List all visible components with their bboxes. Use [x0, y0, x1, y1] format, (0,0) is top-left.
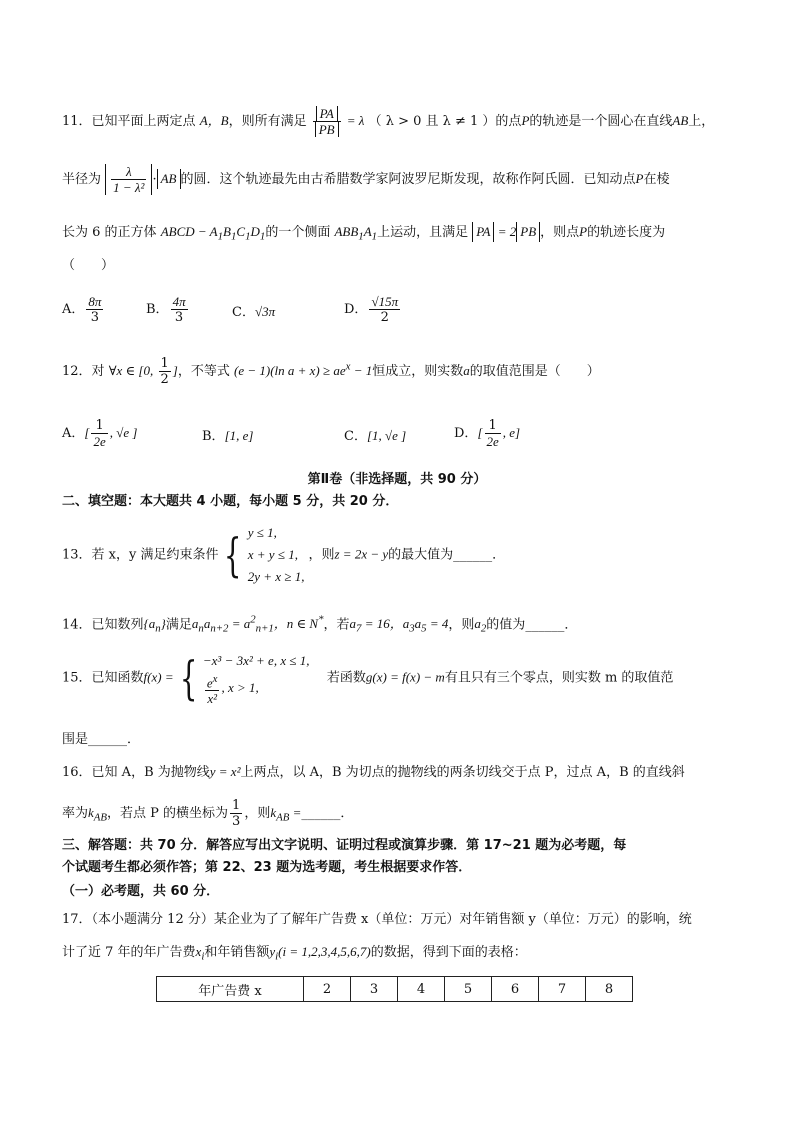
table-header-cell: 年广告费 x — [157, 977, 304, 1002]
table-cell: 4 — [398, 977, 445, 1002]
q11-P: P — [521, 113, 530, 128]
q17-l2a: 计了近 7 年的年广告费 — [62, 945, 196, 960]
q16-d: ，若点 P 的横坐标为 — [107, 806, 229, 821]
q11-points: A，B — [199, 113, 229, 128]
q13-b: ，则 — [308, 547, 335, 563]
q11-condition: （ λ > 0 且 λ ≠ 1 ）的点 — [368, 114, 522, 129]
q15-line: 15．已知函数f(x) = { −x³ − 3x² + e, x ≤ 1, $\frac{e^x}{\text{x²}}$ , x > 1, 若函数g(x) = f(x) − m有且只有三个零点，则实数 m 的取值范 — [62, 651, 674, 707]
q11-text: 11．已知平面上两定点 — [62, 114, 196, 129]
q16-b: 上两点，以 A，B 为切点的抛物线的两条切线交于点 P，过点 A，B 的直线斜 — [240, 765, 685, 780]
q11-option-d: D． $\frac{√15\pi}{2}$ — [344, 294, 399, 325]
q11-text-c: 的轨迹是一个圆心在直线 — [529, 114, 673, 129]
q17-l2c: 的数据，得到下面的表格： — [370, 945, 527, 960]
section2-heading: 二、填空题：本大题共 4 小题，每小题 5 分，共 20 分． — [62, 494, 399, 509]
q11-l3a: 长为 6 的正方体 — [62, 225, 157, 240]
q17-line1: 17．（本小题满分 12 分）某企业为了了解年广告费 x（单位：万元）对年销售额 y（单位：万元）的影响，统 — [62, 912, 692, 927]
q13-a: 13．若 x，y 满足约束条件 — [62, 547, 219, 563]
q12-c: 恒成立，则实数 — [372, 364, 464, 379]
q12-option-a: A．[ $\frac{1}{2e}$ , √e ] — [62, 418, 138, 449]
q11-l2a: 半径为 — [62, 172, 102, 187]
q16-line2: 率为$k_{AB}$，若点 P 的横坐标为 $\frac{1}{3}$ ，则$k_{AB}$ =______． — [62, 798, 354, 829]
q14-e: 的值为 — [486, 617, 526, 633]
q14-a: 14．已知数列 — [62, 617, 144, 633]
section2-title: 第Ⅱ卷（非选择题，共 90 分） — [307, 472, 487, 487]
q16-line1: 16．已知 A，B 为抛物线y = x²上两点，以 A，B 为切点的抛物线的两条切线交于点 P，过点 A，B 的直线斜 — [62, 764, 685, 780]
q12-option-c: C．[1, √e ] — [344, 428, 407, 444]
q15-d: 围是 — [62, 732, 89, 747]
q14-blank: ______． — [525, 617, 578, 633]
q11-line1 — [62, 106, 714, 137]
table-cell: 6 — [492, 977, 539, 1002]
q14-line: 14．已知数列$\{a_n\}$满足$a_na_{n+2} = a^2_{n+1}$，n ∈ N*，若$a_7 = 16$，$a_3a_5 = 4$，则$a_2$的值为______． — [62, 614, 578, 635]
q15-b: 若函数 — [326, 670, 366, 686]
q13-line: 13．若 x，y 满足约束条件 { y ≤ 1, x + y ≤ 1, 2y + x ≥ 1, ，则z = 2x − y的最大值为______． — [62, 525, 506, 584]
q11-l3b: 的一个侧面 — [265, 225, 331, 240]
q11-l3e: 的轨迹长度为 — [587, 225, 666, 240]
ad-cost-table — [156, 976, 633, 1002]
q15-blank: ______． — [88, 732, 141, 747]
q11-eq: = λ — [346, 113, 365, 128]
q13-blank: ______． — [453, 547, 506, 563]
table-cell: 8 — [586, 977, 633, 1002]
q17-l2b: 和年销售额 — [204, 945, 270, 960]
q15-line2 — [62, 730, 140, 750]
ratio-fraction: $\frac{PA}{PB}$ — [313, 106, 341, 137]
table-cell: 2 — [304, 977, 351, 1002]
section3-sub: （一）必考题，共 60 分． — [62, 884, 220, 899]
q12-b: ，不等式 — [177, 364, 230, 379]
q11-line2: 半径为 $\frac{\lambda}{\text{1 − λ²}}$ · AB 的圆．这个轨迹最先由古希腊数学家阿波罗尼斯发现，故称作阿氏圆．已知动点P在棱 — [62, 164, 670, 195]
table-cell: 5 — [445, 977, 492, 1002]
q11-l2b: 的圆．这个轨迹最先由古希腊数学家阿波罗尼斯发现，故称作阿氏圆．已知动点 — [180, 172, 636, 187]
q11-text-b: ，则所有满足 — [228, 114, 307, 129]
cube-name: ABCD − $A_1B_1C_1D_1$ — [160, 224, 266, 243]
q14-c: ，若 — [323, 617, 350, 633]
q12-d: 的取值范围是（ ） — [469, 364, 600, 379]
q11-option-a: A． $\frac{8\pi}{3}$ — [62, 294, 102, 325]
section3-heading-1: 三、解答题：共 70 分．解答应写出文字说明、证明过程或演算步骤．第 17~21 题为必考题，每 — [62, 838, 627, 853]
q11-option-b: B． $\frac{4\pi}{3}$ — [146, 294, 186, 325]
q12-a: 12．对 — [62, 364, 105, 379]
q12-line: 12．对 ∀x ∈ [0, $\frac{1}{2}$ ]，不等式 (e − 1)(ln $a + x) \ge ae^x - 1$恒成立，则实数a的取值范围是（ ） — [62, 356, 600, 387]
q15-c: 有且只有三个零点，则实数 m 的取值范 — [444, 670, 674, 686]
section3-heading-2: 个试题考生都必须作答；第 22、23 题为选考题，考生根据要求作答． — [62, 860, 472, 875]
q11-l2c: 在棱 — [643, 172, 670, 187]
table-cell: 3 — [351, 977, 398, 1002]
q16-a: 16．已知 A，B 为抛物线 — [62, 765, 210, 780]
q11-l3c: 上运动，且满足 — [377, 225, 469, 240]
q16-blank: ______． — [301, 806, 354, 821]
q14-b: 满足 — [165, 617, 192, 633]
q11-AB: AB — [672, 113, 689, 128]
table-row — [157, 977, 633, 1002]
q17-line2: 计了近 7 年的年广告费$x_i$和年销售额$y_i(i = 1,2,3,4,5,6,7)$的数据，得到下面的表格： — [62, 944, 527, 963]
q13-c: 的最大值为 — [388, 547, 454, 563]
q11-l3d: ，则点 — [540, 225, 580, 240]
q12-option-d: D．[ $\frac{1}{2e}$ , e] — [454, 418, 521, 449]
table-cell: 7 — [539, 977, 586, 1002]
radius-fraction: $\frac{\lambda}{\text{1 − λ²}}$ — [113, 164, 145, 195]
q16-c: 率为 — [62, 806, 89, 821]
q16-e: ，则 — [244, 806, 271, 821]
q11-paren: （ ） — [62, 258, 115, 273]
q11-option-c: C．√3π — [232, 304, 276, 320]
q12-option-b: B．[1, e] — [202, 428, 254, 444]
q11-text-d: 上， — [688, 114, 715, 129]
q14-d: ，则 — [448, 617, 475, 633]
q15-a: 15．已知函数 — [62, 670, 144, 686]
q11-line3: 长为 6 的正方体 ABCD − $A_1B_1C_1D_1$的一个侧面 $ABB_1A_1$上运动，且满足 PA = 2 PB ，则点P的轨迹长度为 — [62, 224, 666, 243]
